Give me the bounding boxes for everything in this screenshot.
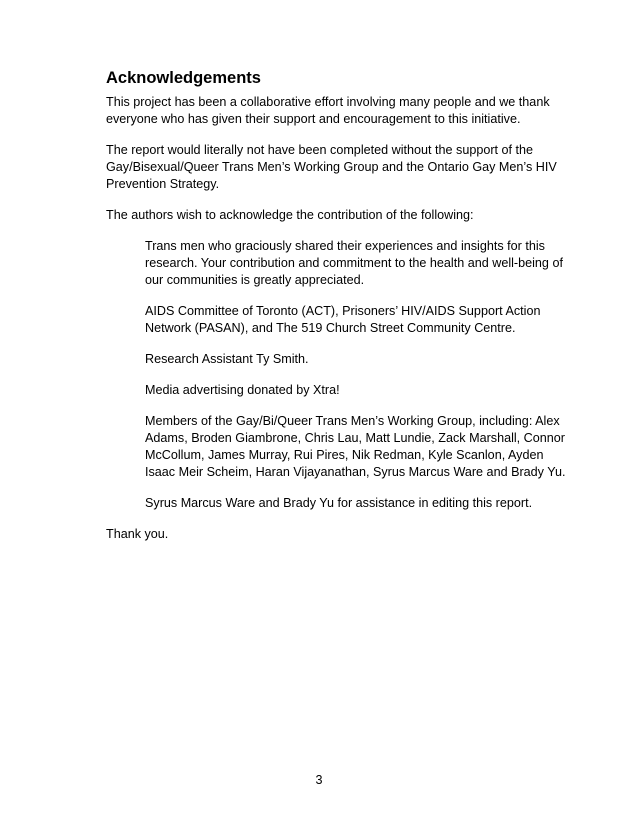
contribution-item-research-assistant: Research Assistant Ty Smith. bbox=[145, 352, 309, 366]
contribution-item-working-group: Members of the Gay/Bi/Queer Trans Men’s Working Group, including: Alex Adams, Broden Giambrone, Chris Lau, Matt Lundie, Zack Marshall, Connor McCollum, James Murray, Rui Pires, Nik Redman, Kyle Scanlon, Ayden Isaac Meir Scheim, Haran Vijayanathan, Syrus Marcus Ware and Brady Yu. bbox=[145, 414, 566, 479]
contribution-item-editing: Syrus Marcus Ware and Brady Yu for assistance in editing this report. bbox=[145, 496, 533, 510]
contribution-intro-paragraph: The authors wish to acknowledge the contribution of the following: bbox=[106, 208, 474, 222]
intro-paragraph: This project has been a collaborative effort involving many people and we thank everyone who has given their support and encouragement to this initiative. bbox=[106, 95, 550, 126]
page-content bbox=[106, 68, 576, 557]
contribution-item-organizations: AIDS Committee of Toronto (ACT), Prisoners’ HIV/AIDS Support Action Network (PASAN), and The 519 Church Street Community Centre. bbox=[145, 304, 541, 335]
contribution-item-media: Media advertising donated by Xtra! bbox=[145, 383, 340, 397]
page-heading: Acknowledgements bbox=[106, 69, 261, 87]
support-paragraph: The report would literally not have been completed without the support of the Gay/Bisexual/Queer Trans Men’s Working Group and the Ontario Gay Men’s HIV Prevention Strategy. bbox=[106, 143, 557, 191]
closing-text: Thank you. bbox=[106, 527, 169, 541]
contribution-item-trans-men: Trans men who graciously shared their experiences and insights for this research. Your contribution and commitment to the health and well-being of our communities is greatly appreciated. bbox=[145, 239, 563, 287]
page-number: 3 bbox=[315, 773, 323, 787]
